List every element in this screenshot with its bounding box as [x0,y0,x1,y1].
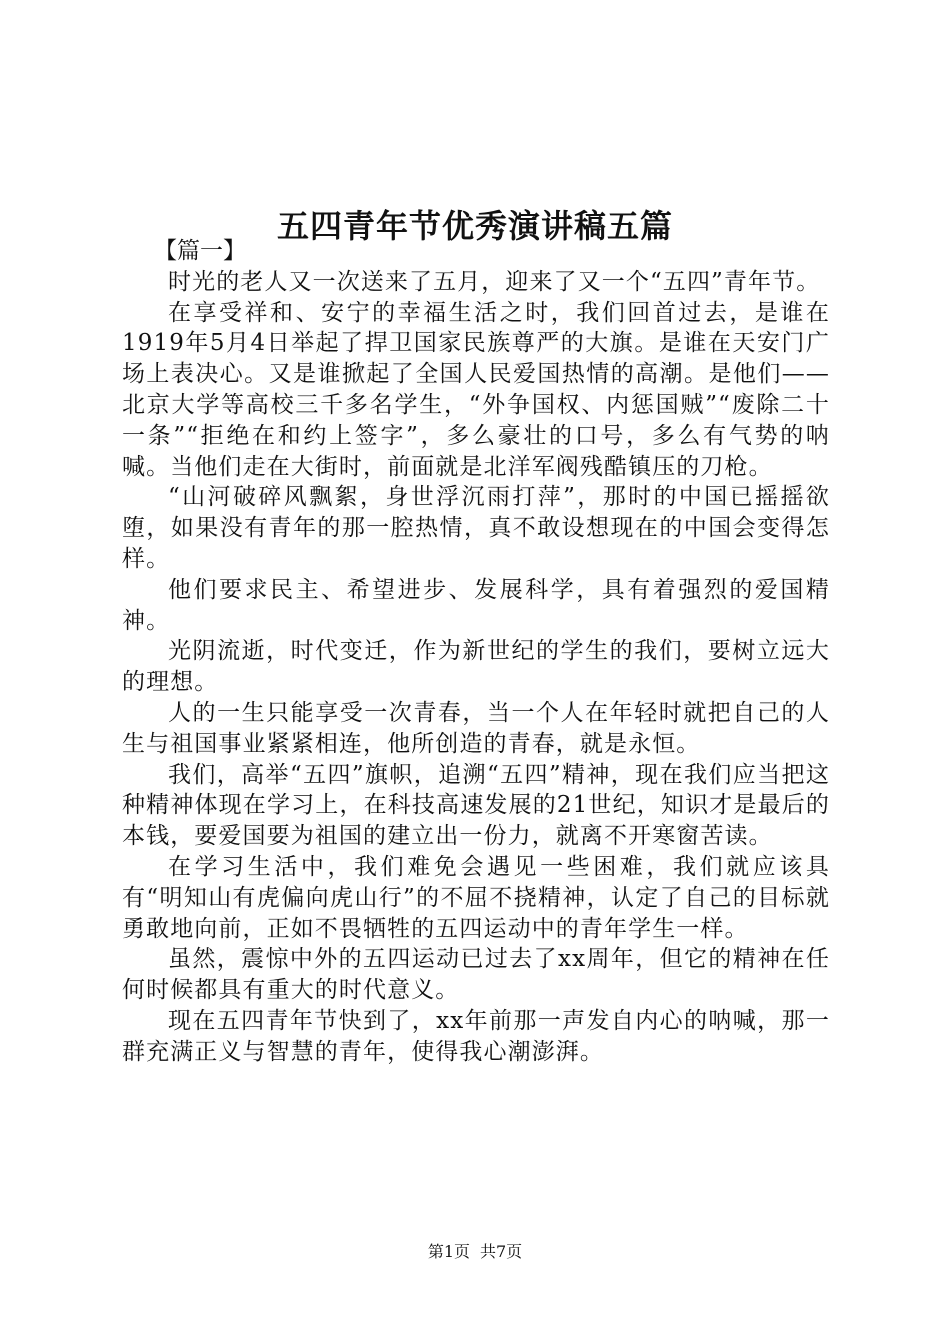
document-body [122,236,830,1068]
total-pages: 共7页 [480,1242,523,1261]
page-number: 第1页 [427,1242,470,1261]
paragraph: 现在五四青年节快到了，xx年前那一声发自内心的呐喊，那一群充满正义与智慧的青年，使得我心潮澎湃。 [122,1007,830,1065]
page-footer [0,1241,950,1263]
paragraph: 他们要求民主、希望进步、发展科学，具有着强烈的爱国精神。 [122,576,830,634]
paragraph: “山河破碎风飘絮，身世浮沉雨打萍”，那时的中国已摇摇欲堕，如果没有青年的那一腔热情，真不敢设想现在的中国会变得怎样。 [122,484,830,572]
paragraph: 在享受祥和、安宁的幸福生活之时，我们回首过去，是谁在1919年5月4日举起了捍卫国家民族尊严的大旗。是谁在天安门广场上表决心。又是谁掀起了全国人民爱国热情的高潮。是他们——北京大学等高校三千多名学生，“外争国权、内惩国贼”“废除二十一条”“拒绝在和约上签字”，多么豪壮的口号，多么有气势的呐喊。当他们走在大街时，前面就是北洋军阀残酷镇压的刀枪。 [122,299,830,480]
paragraph: 我们，高举“五四”旗帜，追溯“五四”精神，现在我们应当把这种精神体现在学习上，在科技高速发展的21世纪，知识才是最后的本钱，要爱国要为祖国的建立出一份力，就离不开寒窗苦读。 [122,761,830,850]
paragraph: 虽然，震惊中外的五四运动已过去了xx周年，但它的精神在任何时候都具有重大的时代意义。 [122,946,830,1004]
document-title: 五四青年节优秀演讲稿五篇 [276,207,673,246]
paragraph: 光阴流逝，时代变迁，作为新世纪的学生的我们，要树立远大的理想。 [122,638,830,696]
paragraph: 时光的老人又一次送来了五月，迎来了又一个“五四”青年节。 [168,268,821,295]
paragraph: 在学习生活中，我们难免会遇见一些困难，我们就应该具有“明知山有虎偏向虎山行”的不屈不挠精神，认定了自己的目标就勇敢地向前，正如不畏牺牲的五四运动中的青年学生一样。 [122,853,830,942]
paragraph: 人的一生只能享受一次青春，当一个人在年轻时就把自己的人生与祖国事业紧紧相连，他所创造的青春，就是永恒。 [122,699,830,757]
section-heading: 【篇一】 [154,238,246,264]
